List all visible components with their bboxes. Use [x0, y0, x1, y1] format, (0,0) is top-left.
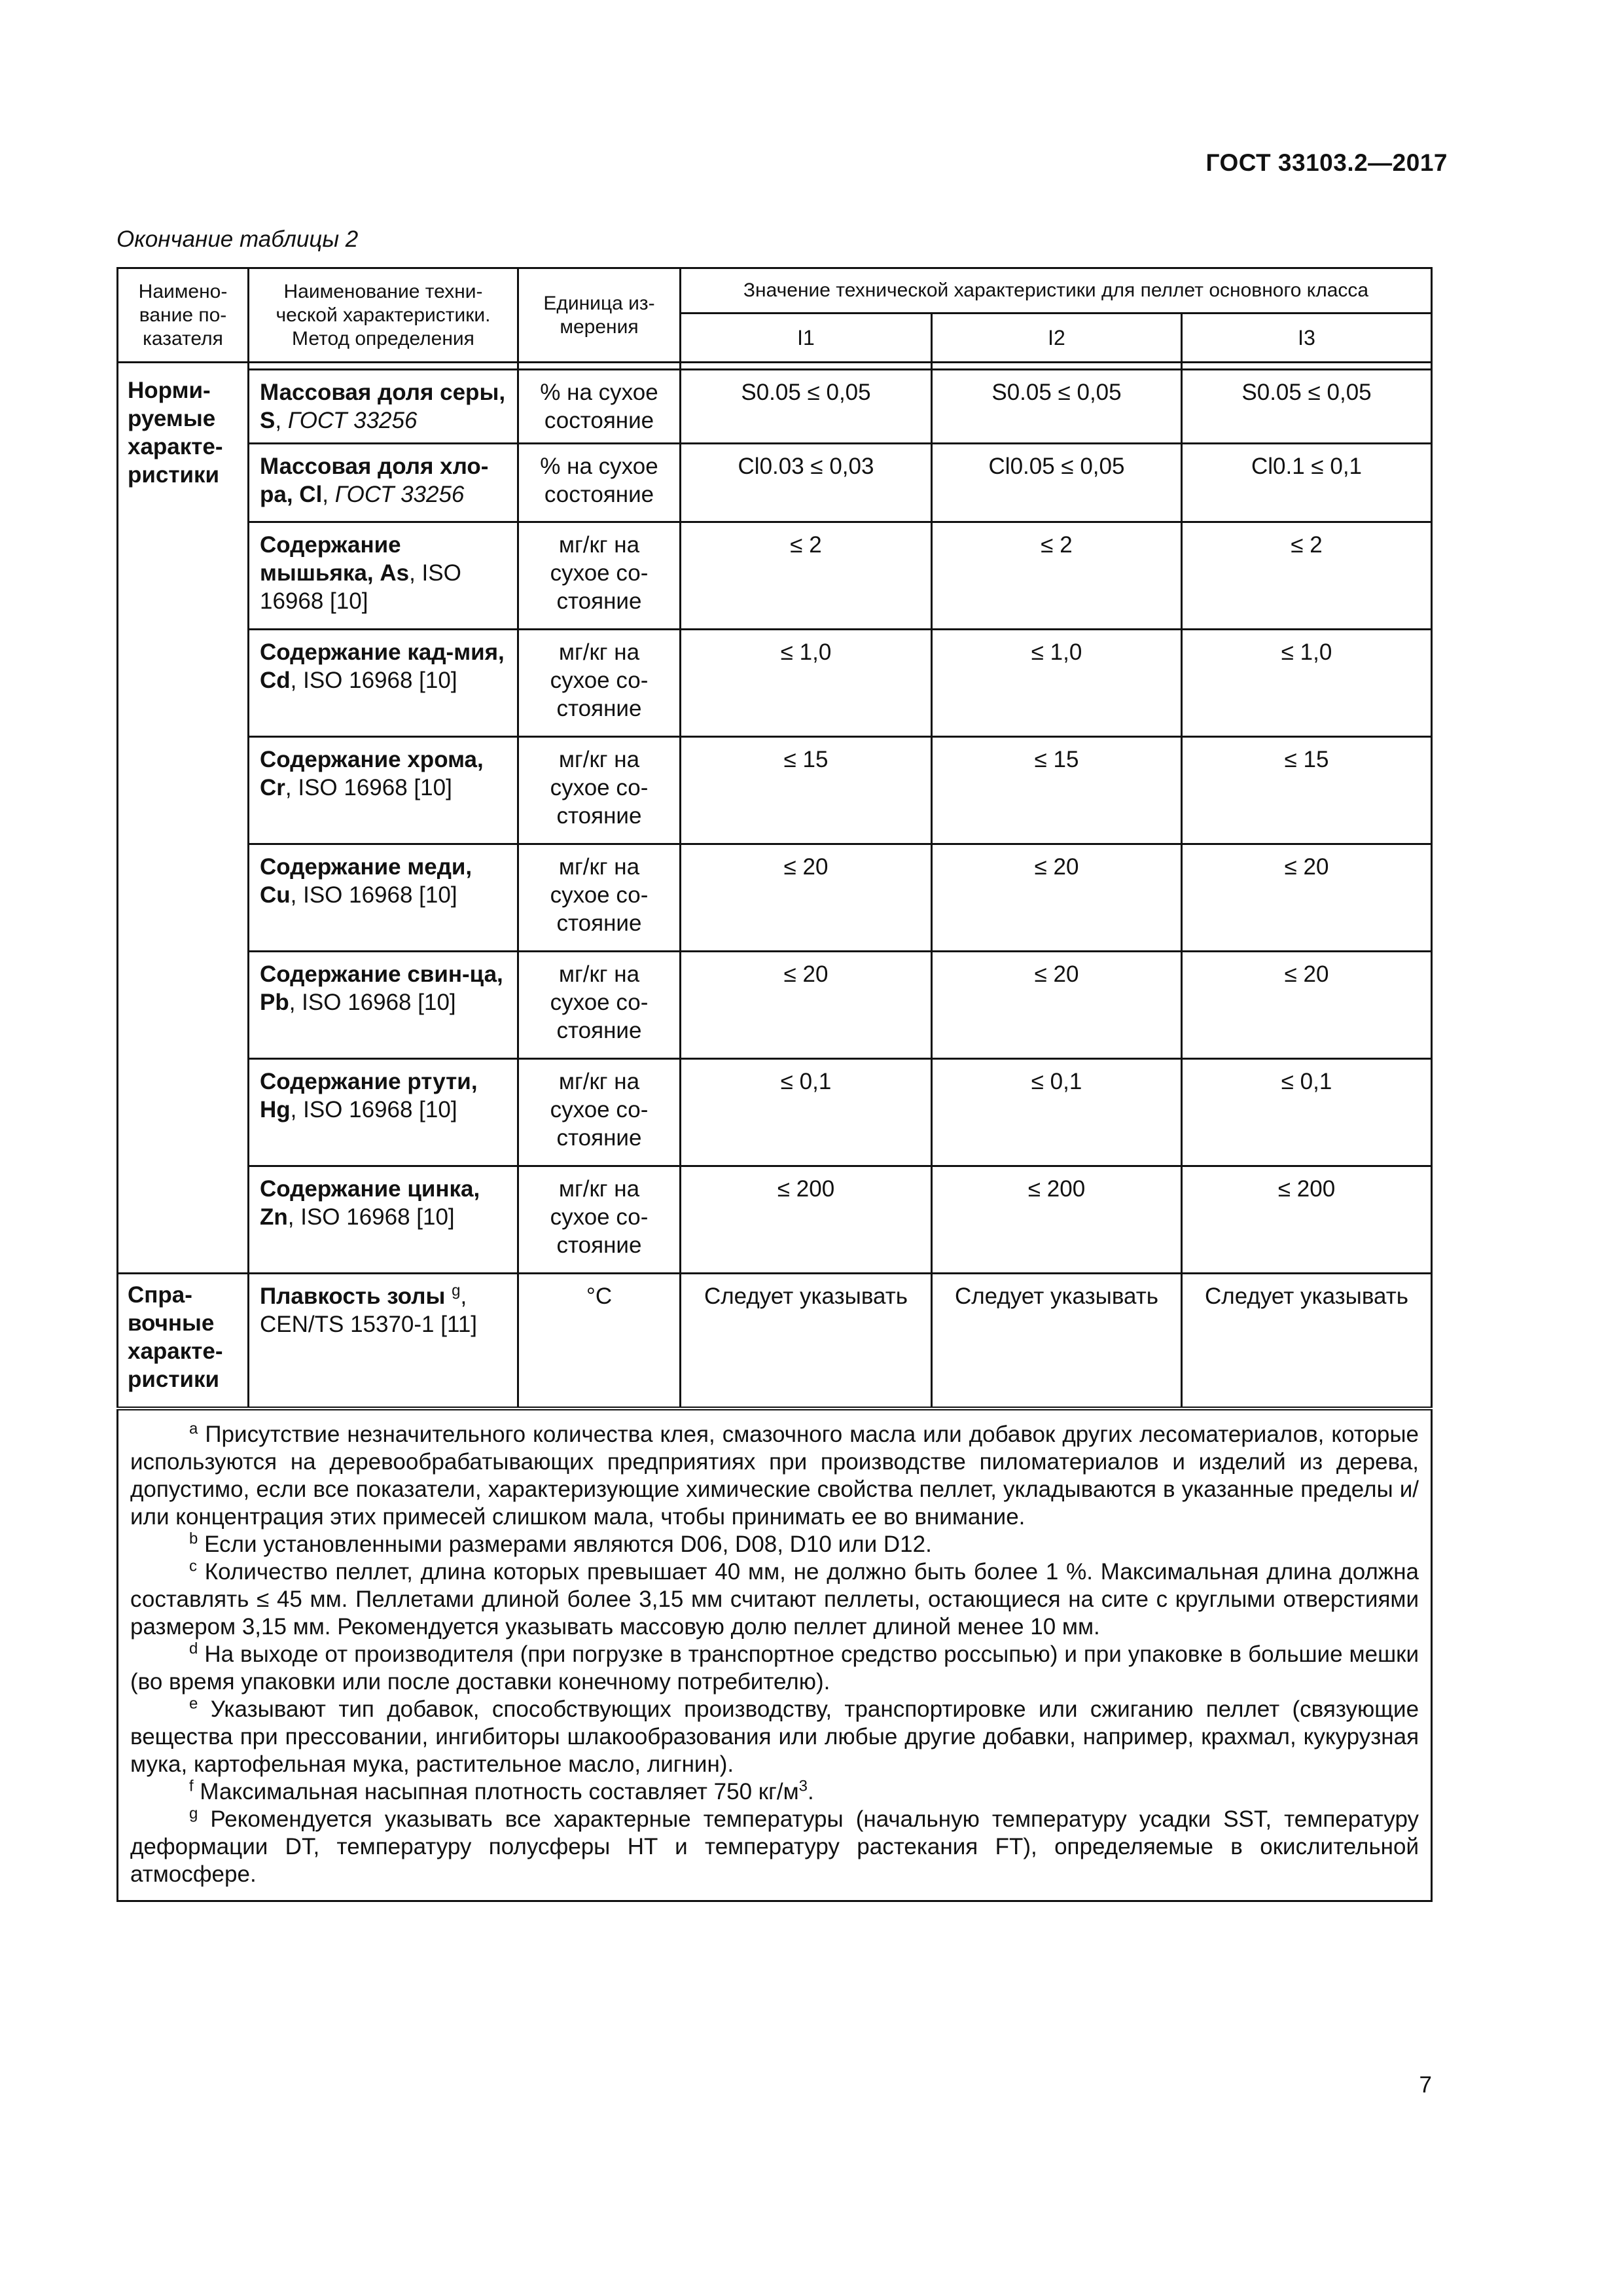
header-class-i3: I3 — [1182, 314, 1432, 363]
row-sulfur-unit: % на сухое состояние — [518, 370, 681, 444]
row-arsenic-name: Содержание мышьяка, As, ISO 16968 [10] — [249, 522, 518, 630]
header-indicator: Наимено-вание по-казателя — [118, 268, 249, 363]
row-cadmium-i2: ≤ 1,0 — [932, 630, 1182, 737]
row-cadmium-name: Содержание кад-мия, Cd, ISO 16968 [10] — [249, 630, 518, 737]
row-mercury-i3: ≤ 0,1 — [1182, 1059, 1432, 1166]
row-arsenic-unit: мг/кг на сухое со-стояние — [518, 522, 681, 630]
row-chlorine-i3: Cl0.1 ≤ 0,1 — [1182, 444, 1432, 522]
row-mercury-i2: ≤ 0,1 — [932, 1059, 1182, 1166]
row-copper-name: Содержание меди, Cu, ISO 16968 [10] — [249, 844, 518, 952]
row-ash-fusibility-name: Плавкость золы $^g$, CEN/TS 15370-1 [11] — [249, 1274, 518, 1408]
header-unit: Единица из-мерения — [518, 268, 681, 363]
row-cadmium-i3: ≤ 1,0 — [1182, 630, 1432, 737]
row-sulfur-name: Массовая доля серы, S, ГОСТ 33256 — [249, 370, 518, 444]
row-sulfur-i1: S0.05 ≤ 0,05 — [681, 370, 932, 444]
row-zinc-i2: ≤ 200 — [932, 1166, 1182, 1274]
header-characteristic: Наименование техни-ческой характеристики. Метод определения — [249, 268, 518, 363]
row-chromium-i2: ≤ 15 — [932, 737, 1182, 844]
note-a: $^a$ Присутствие незначительного количества клея, смазочного масла или добавок других лесоматериалов, которые используются на деревообрабатывающих предприятиях при производстве пиломатериалов и изделий из дерева, допустимо, если все показатели, характеризующие химические свойства пеллет, укладываются в указанные пределы и/или концентрация этих примесей слишком мала, чтобы принимать ее во внимание. — [130, 1419, 1419, 1530]
note-g: $^g$ Рекомендуется указывать все характерные температуры (начальную температуру усадки SST, температуру деформации DT, температуру полусферы HT и температуру растекания FT), определяемые в окислительной атмосфере. — [130, 1804, 1419, 1887]
row-cadmium-i1: ≤ 1,0 — [681, 630, 932, 737]
row-mercury-unit: мг/кг на сухое со-стояние — [518, 1059, 681, 1166]
row-zinc-name: Содержание цинка, Zn, ISO 16968 [10] — [249, 1166, 518, 1274]
row-arsenic-i2: ≤ 2 — [932, 522, 1182, 630]
row-mercury-name: Содержание ртути, Hg, ISO 16968 [10] — [249, 1059, 518, 1166]
row-ash-fusibility-i2: Следует указывать — [932, 1274, 1182, 1408]
row-chlorine-unit: % на сухое состояние — [518, 444, 681, 522]
note-d: $^d$ На выходе от производителя (при погрузке в транспортное средство россыпью) и при упаковке в большие мешки (во время упаковки или после доставки конечному потребителю). — [130, 1639, 1419, 1695]
row-lead-i1: ≤ 20 — [681, 952, 932, 1059]
row-copper-i2: ≤ 20 — [932, 844, 1182, 952]
row-lead-name: Содержание свин-ца, Pb, ISO 16968 [10] — [249, 952, 518, 1059]
header-class-i2: I2 — [932, 314, 1182, 363]
row-ash-fusibility-i3: Следует указывать — [1182, 1274, 1432, 1408]
row-copper-i3: ≤ 20 — [1182, 844, 1432, 952]
row-lead-i3: ≤ 20 — [1182, 952, 1432, 1059]
note-e: $^e$ Указывают тип добавок, способствующих производству, транспортировке или сжиганию пеллет (связующие вещества при прессовании, ингибиторы шлакообразования или любые другие добавки, например, крахмал, кукурузная мука, картофельная мука, растительное масло, лигнин). — [130, 1694, 1419, 1777]
row-ash-fusibility-i1: Следует указывать — [681, 1274, 932, 1408]
row-chromium-i1: ≤ 15 — [681, 737, 932, 844]
row-copper-unit: мг/кг на сухое со-стояние — [518, 844, 681, 952]
row-zinc-unit: мг/кг на сухое со-стояние — [518, 1166, 681, 1274]
row-lead-unit: мг/кг на сухое со-стояние — [518, 952, 681, 1059]
row-cadmium-unit: мг/кг на сухое со-стояние — [518, 630, 681, 737]
row-copper-i1: ≤ 20 — [681, 844, 932, 952]
row-mercury-i1: ≤ 0,1 — [681, 1059, 932, 1166]
header-class-i1: I1 — [681, 314, 932, 363]
row-chlorine-i2: Cl0.05 ≤ 0,05 — [932, 444, 1182, 522]
row-chlorine-name: Массовая доля хло-ра, Cl, ГОСТ 33256 — [249, 444, 518, 522]
row-chromium-name: Содержание хрома, Cr, ISO 16968 [10] — [249, 737, 518, 844]
row-zinc-i3: ≤ 200 — [1182, 1166, 1432, 1274]
row-arsenic-i3: ≤ 2 — [1182, 522, 1432, 630]
note-b: $^b$ Если установленными размерами являются D06, D08, D10 или D12. — [189, 1529, 932, 1557]
standard-number: ГОСТ 33103.2—2017 — [1205, 149, 1448, 176]
row-ash-fusibility-unit: °C — [518, 1274, 681, 1408]
table-caption: Окончание таблицы 2 — [116, 226, 359, 252]
note-f: $^f$ Максимальная насыпная плотность составляет 750 $кг/м^3$. — [189, 1776, 814, 1804]
row-arsenic-i1: ≤ 2 — [681, 522, 932, 630]
page-number: 7 — [1419, 2072, 1432, 2098]
row-sulfur-i2: S0.05 ≤ 0,05 — [932, 370, 1182, 444]
table-notes — [118, 1408, 1432, 1901]
row-chromium-unit: мг/кг на сухое со-стояние — [518, 737, 681, 844]
header-values: Значение технической характеристики для пеллет основного класса — [681, 268, 1432, 314]
category-normed: Норми-руемые характе-ристики — [118, 370, 249, 1274]
row-lead-i2: ≤ 20 — [932, 952, 1182, 1059]
note-c: $^c$ Количество пеллет, длина которых превышает 40 мм, не должно быть более 1 %. Максимальная длина должна составлять ≤ 45 мм. Пеллетами длиной более 3,15 мм считают пеллеты, остающиеся на сите с круглыми отверстиями размером 3,15 мм. Рекомендуется указывать массовую долю пеллет длиной менее 10 мм. — [130, 1556, 1419, 1640]
category-reference: Спра-вочные характе-ристики — [118, 1274, 249, 1408]
row-chlorine-i1: Cl0.03 ≤ 0,03 — [681, 444, 932, 522]
row-zinc-i1: ≤ 200 — [681, 1166, 932, 1274]
row-sulfur-i3: S0.05 ≤ 0,05 — [1182, 370, 1432, 444]
row-chromium-i3: ≤ 15 — [1182, 737, 1432, 844]
characteristics-table — [116, 267, 1433, 1902]
